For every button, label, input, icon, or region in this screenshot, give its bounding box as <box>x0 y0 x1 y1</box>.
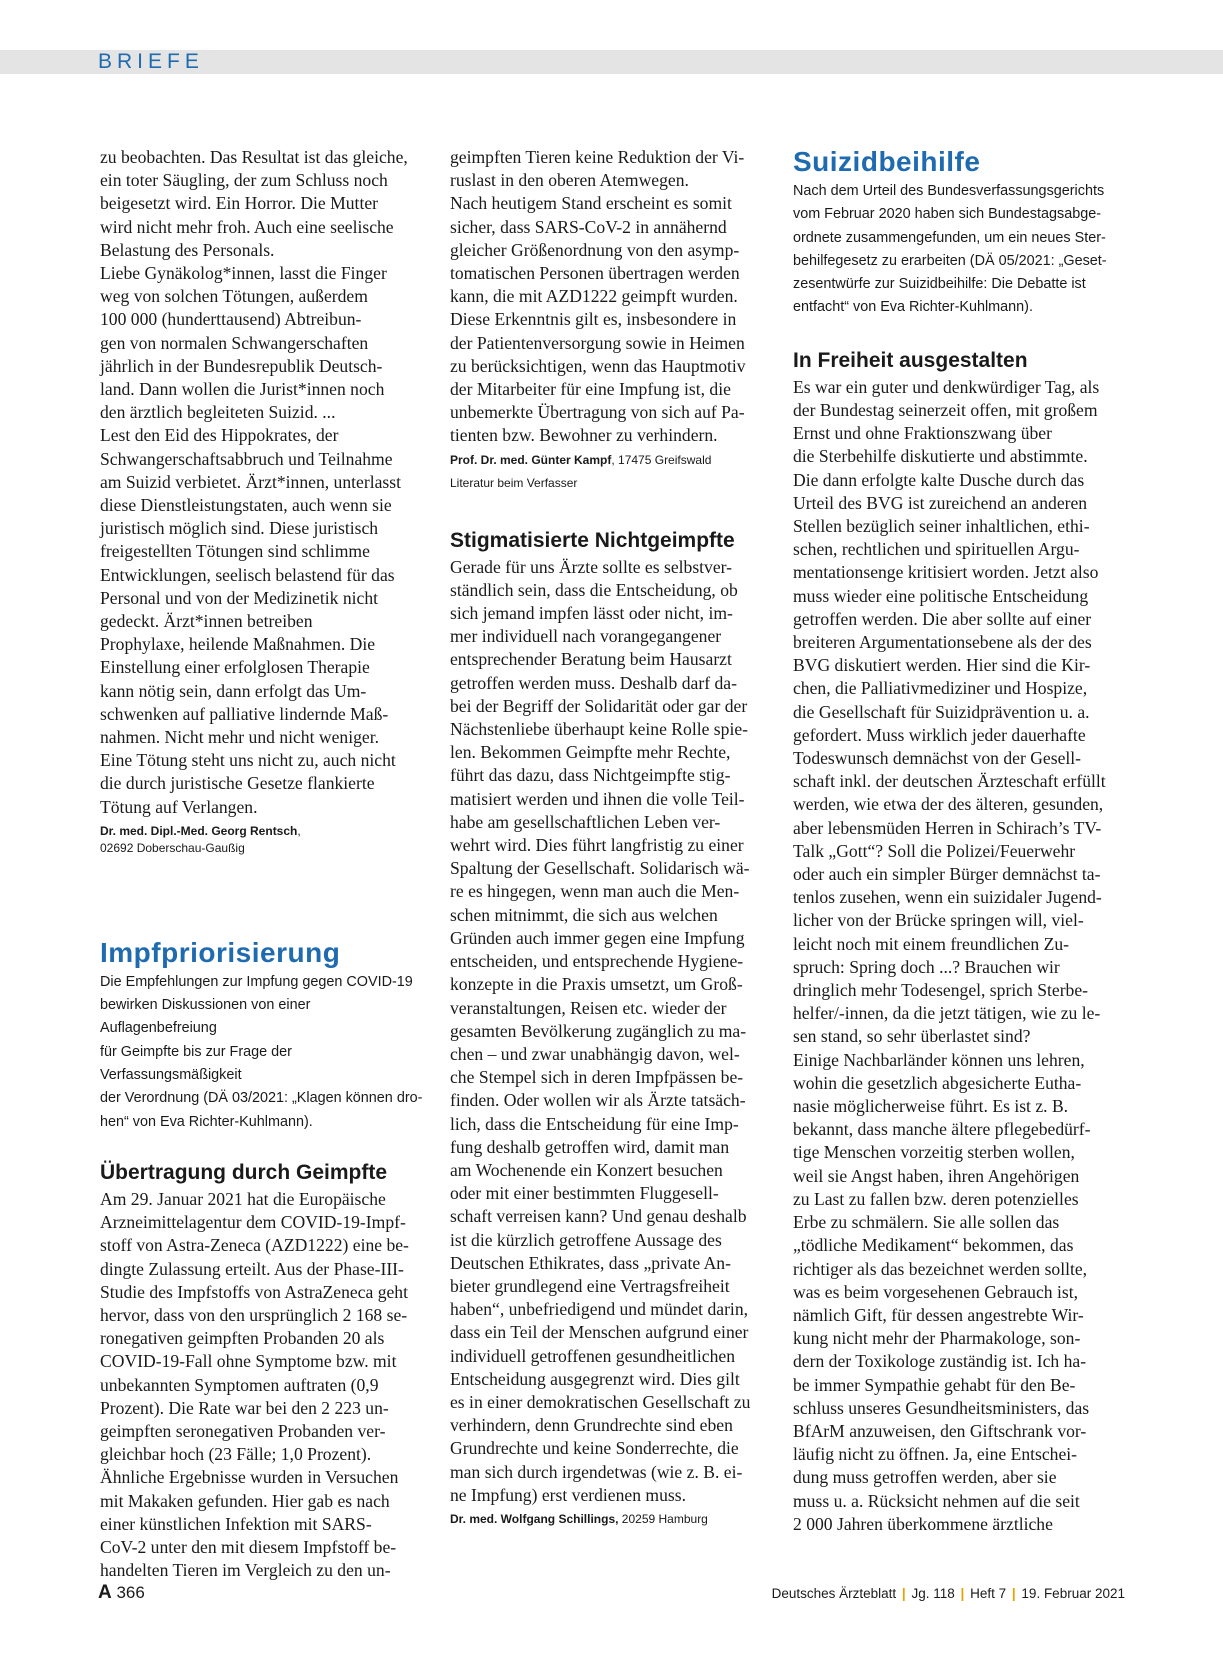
topic-lead: Die Empfehlungen zur Impfung gegen COVID-19 bewirken Diskussionen von einer Auflagenbefreiung für Geimpfte bis zur Frage der Verfassungsmäßigkeit der Verordnung (DÄ 03/2021: „Klagen können dro- hen“ von Eva Richter-Kuhlmann). <box>100 973 423 1130</box>
page-prefix: A <box>98 1582 112 1603</box>
author-name: Dr. med. Dipl.-Med. Georg Rentsch <box>100 823 298 838</box>
page-number <box>98 1582 145 1604</box>
letter-signature <box>450 452 780 469</box>
letter-signature: Dr. med. Dipl.-Med. Georg Rentsch, 02692 Doberschau-Gaußig <box>100 823 301 855</box>
author-name: Prof. Dr. med. Günter Kampf <box>450 452 612 467</box>
journal-footer <box>772 1584 1125 1604</box>
topic-lead: Nach dem Urteil des Bundesverfassungsgerichts vom Februar 2020 haben sich Bundestagsabge- ordnete zusammengefunden, um ein neues Ster- behilfegesetz zu erarbeiten (DÄ 05/2021: „Geset- zesentwürfe zur Suizidbeihilfe: Die Debatte ist entfacht“ von Eva Richter-Kuhlmann). <box>793 183 1107 316</box>
journal-date: 19. Februar 2021 <box>1021 1586 1125 1601</box>
letter-title: Übertragung durch Geimpfte <box>100 1160 388 1184</box>
footer-separator: | <box>960 1586 965 1601</box>
letter-body: Am 29. Januar 2021 hat die Europäische Arzneimittelagentur dem COVID-19-Impf- stoff von Astra-Zeneca (AZD1222) eine be- dingte Zulassung erteilt. Aus der Phase-III- Studie des Impfstoffs von AstraZeneca geht hervor, dass von den ursprünglich 2 168 se- ronegativen geimpften Probanden 20 als COVID-19-Fall ohne Symptome bzw. mit unbekannten Symptomen auftraten (0,9 Prozent). Die Rate war bei den 2 223 un- geimpften seronegativen Probanden ver- gleichbar hoch (23 Fälle; 1,0 Prozent). Ähnliche Ergebnisse wurden in Versuchen mit Makaken gefunden. Hier gab es nach einer künstlichen Infektion mit SARS- CoV-2 unter den mit diesem Impfstoff be- handelten Tieren im Vergleich zu den un- <box>100 1188 409 1581</box>
footer-separator: | <box>1011 1586 1016 1601</box>
footer-separator: | <box>901 1586 906 1601</box>
author-name: Dr. med. Wolfgang Schillings, <box>450 1511 619 1526</box>
journal-volume: Jg. 118 <box>911 1586 955 1601</box>
letter-body: geimpften Tieren keine Reduktion der Vi- ruslast in den oberen Atemwegen. Nach heutigem Stand erscheint es somit sicher, dass SARS-CoV-2 in annähernd gleicher Größenordnung von den asymp- tomatischen Personen übertragen werden kann, die mit AZD1222 geimpft wurden. Diese Erkenntnis gilt es, insbesondere in der Patientenversorgung sowie in Heimen zu berücksichtigen, wenn das Hauptmotiv der Mitarbeiter für eine Impfung ist, die unbemerkte Übertragung von sich auf Pa- tienten bzw. Bewohner zu verhindern. <box>450 147 746 446</box>
column-2 <box>450 146 780 1528</box>
literature-note: Literatur beim Verfasser <box>450 475 578 490</box>
topic-title: Impfpriorisierung <box>100 936 341 968</box>
journal-name: Deutsches Ärzteblatt <box>771 1586 897 1601</box>
letter-body: Gerade für uns Ärzte sollte es selbstver- ständlich sein, dass die Entscheidung, ob sich jemand impfen lässt oder nicht, im- mer individuell nach vorangegangener entsprechender Beratung beim Hausarzt getroffen werden muss. Deshalb darf da- bei der Begriff der Solidarität oder gar der Nächstenliebe überhaupt keine Rolle spie- len. Bekommen Geimpfte mehr Rechte, führt das dazu, dass Nichtgeimpfte stig- matisiert werden und ihnen die volle Teil- habe am gesellschaftlichen Leben ver- wehrt wird. Dies führt langfristig zu einer Spaltung der Gesellschaft. Solidarisch wä- re es hingegen, wenn man auch die Men- schen mitnimmt, die sich aus welchen Gründen auch immer gegen eine Impfung entscheiden, und entsprechende Hygiene- konzepte in die Praxis umsetzt, um Groß- veranstaltungen, Reisen etc. wieder der gesamten Bevölkerung zugänglich zu ma- chen – und zwar unabhängig davon, wel- che Stempel sich in deren Impfpässen be- finden. Oder wollen wir als Ärzte tatsäch- lich, dass die Entscheidung für eine Imp- fung deshalb getroffen wird, damit man am Wochenende ein Konzert besuchen oder mit einer bestimmten Fluggesell- schaft verreisen kann? Und genau deshalb ist die kürzlich getroffene Aussage des Deutschen Ethikrates, dass „private An- bieter grundlegend eine Vertragsfreiheit haben“, unbefriedigend und mündet darin, dass ein Teil der Menschen aufgrund einer individuell getroffenen gesundheitlichen Entscheidung ausgegrenzt wird. Dies gilt es in einer demokratischen Gesellschaft zu verhindern, denn Grundrechte sind eben Grundrechte und keine Sonderrechte, die man sich durch irgendetwas (wie z. B. ei- ne Impfung) erst verdienen muss. <box>450 556 751 1505</box>
letter-title: Stigmatisierte Nichtgeimpfte <box>450 528 735 552</box>
author-location: 02692 Doberschau-Gaußig <box>100 840 245 855</box>
letter-body: Es war ein guter und denkwürdiger Tag, als der Bundestag seinerzeit offen, mit großem Ernst und ohne Fraktionszwang über die Sterbehilfe diskutierte und abstimmte. Die dann erfolgte kalte Dusche durch das Urteil des BVG ist zureichend an anderen Stellen bezüglich seiner inhaltlichen, ethi- schen, rechtlichen und spirituellen Argu- mentationsenge kritisiert worden. Jetzt also muss wieder eine politische Entscheidung getroffen werden. Die aber sollte auf einer breiteren Argumentationsebene als der des BVG diskutiert werden. Hier sind die Kir- chen, die Palliativmediziner und Hospize, die Gesellschaft für Suizidprävention u. a. gefordert. Muss wirklich jeder dauerhafte Todeswunsch demnächst von der Gesell- schaft inkl. der deutschen Ärzteschaft erfüllt werden, wie etwa der des älteren, gesunden, aber lebensmüden Herren in Schirach’s TV- Talk „Gott“? Soll die Polizei/Feuerwehr oder auch ein simpler Bürger demnächst ta- tenlos zusehen, wenn ein suizidaler Jugend- licher von der Brücke springen will, viel- leicht noch mit einem freundlichen Zu- spruch: Spring doch ...? Brauchen wir dringlich mehr Todesengel, sprich Sterbe- helfer/-innen, da die jetzt tätigen, wie zu le- sen stand, so sehr überlastet sind? Einige Nachbarländer können uns lehren, wohin die gesetzlich abgesicherte Eutha- nasie möglicherweise führt. Es ist z. B. bekannt, dass manche ältere pflegebedürf- tige Menschen vorzeitig sterben wollen, weil sie Angst haben, ihren Angehörigen zu Last zu fallen bzw. deren potenzielles Erbe zu schmälern. Sie alle sollen das „tödliche Medikament“ bekommen, das richtiger als das bezeichnet werden sollte, was es beim vorgesehenen Gebrauch ist, nämlich Gift, für dessen angestrebte Wir- kung nicht mehr der Pharmakologe, son- dern der Toxikologe zuständig ist. Ich ha- be immer Sympathie gehabt für den Be- schluss unseres Gesundheitsministers, das BfArM anzuweisen, den Giftschrank vor- läufig nicht zu öffnen. Ja, eine Entschei- dung muss getroffen werden, aber sie muss u. a. Rücksicht nehmen auf die seit 2 000 Jahren überkommene ärztliche <box>793 376 1106 1534</box>
letter-signature <box>450 1511 780 1528</box>
letter-title: In Freiheit ausgestalten <box>793 348 1028 372</box>
journal-issue: Heft 7 <box>970 1586 1007 1601</box>
author-location: , 17475 Greifswald <box>611 452 712 467</box>
letter-body: zu beobachten. Das Resultat ist das gleiche, ein toter Säugling, der zum Schluss noch beigesetzt wird. Ein Horror. Die Mutter wird nicht mehr froh. Auch eine seelische Belastung des Personals. Liebe Gynäkolog*innen, lasst die Finger weg von solchen Tötungen, außerdem 100 000 (hunderttausend) Abtreibun- gen von normalen Schwangerschaften jährlich in der Bundesrepublik Deutsch- land. Dann wollen die Jurist*innen noch den ärztlich begleiteten Suizid. ... Lest den Eid des Hippokrates, der Schwangerschaftsabbruch und Teilnahme am Suizid verbietet. Ärzt*innen, unterlasst diese Dienstleistungstaten, auch wenn sie juristisch möglich sind. Diese juristisch freigestellten Tötungen sind schlimme Entwicklungen, seelisch belastend für das Personal und von der Medizinetik nicht gedeckt. Ärzt*innen betreiben Prophylaxe, heilende Maßnahmen. Die Einstellung einer erfolglosen Therapie kann nötig sein, dann erfolgt das Um- schwenken auf palliative lindernde Maß- nahmen. Nicht mehr und nicht weniger. Eine Tötung steht uns nicht zu, auch nicht die durch juristische Gesetze flankierte Tötung auf Verlangen. <box>100 147 408 817</box>
section-label: BRIEFE <box>98 50 204 73</box>
author-location: 20259 Hamburg <box>618 1511 708 1526</box>
page-number-value: 366 <box>116 1583 145 1602</box>
topic-title: Suizidbeihilfe <box>793 146 981 177</box>
column-1 <box>100 146 430 1582</box>
column-3 <box>793 146 1123 1536</box>
